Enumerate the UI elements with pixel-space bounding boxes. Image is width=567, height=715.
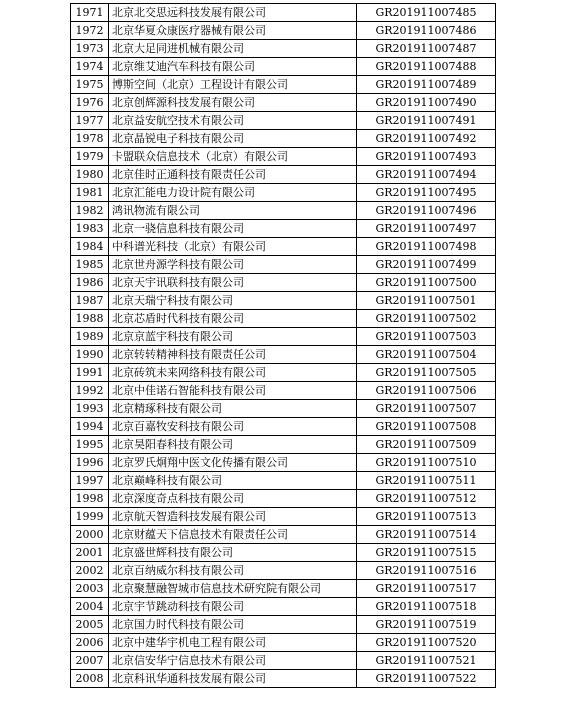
table-row <box>71 544 496 562</box>
certificate-number-cell: GR201911007508 <box>357 418 496 436</box>
certificate-number-cell: GR201911007515 <box>357 544 496 562</box>
table-row <box>71 454 496 472</box>
company-name-cell: 北京益安航空技术有限公司 <box>109 112 357 130</box>
table-row <box>71 292 496 310</box>
table-row <box>71 472 496 490</box>
company-name-cell: 北京罗氏炯翔中医文化传播有限公司 <box>109 454 357 472</box>
table-row <box>71 274 496 292</box>
row-number-cell: 2001 <box>71 544 109 562</box>
row-number-cell: 1985 <box>71 256 109 274</box>
certificate-number-cell: GR201911007491 <box>357 112 496 130</box>
certificate-number-cell: GR201911007516 <box>357 562 496 580</box>
table-row <box>71 616 496 634</box>
certificate-number-cell: GR201911007520 <box>357 634 496 652</box>
company-name-cell: 北京科讯华通科技发展有限公司 <box>109 670 357 688</box>
certificate-number-cell: GR201911007503 <box>357 328 496 346</box>
row-number-cell: 1999 <box>71 508 109 526</box>
row-number-cell: 1986 <box>71 274 109 292</box>
company-name-cell: 北京宇节跳动科技有限公司 <box>109 598 357 616</box>
certificate-number-cell: GR201911007489 <box>357 76 496 94</box>
table-row <box>71 436 496 454</box>
company-name-cell: 北京天宇讯联科技有限公司 <box>109 274 357 292</box>
row-number-cell: 2006 <box>71 634 109 652</box>
table-row <box>71 184 496 202</box>
row-number-cell: 1980 <box>71 166 109 184</box>
table-row <box>71 94 496 112</box>
table-body <box>71 4 496 688</box>
row-number-cell: 1997 <box>71 472 109 490</box>
company-name-cell: 北京中佳诺石智能科技有限公司 <box>109 382 357 400</box>
certificate-number-cell: GR201911007510 <box>357 454 496 472</box>
row-number-cell: 2005 <box>71 616 109 634</box>
company-name-cell: 北京百嘉牧安科技有限公司 <box>109 418 357 436</box>
table-row <box>71 364 496 382</box>
table-row <box>71 526 496 544</box>
table-row <box>71 166 496 184</box>
certificate-number-cell: GR201911007513 <box>357 508 496 526</box>
company-name-cell: 北京巅峰科技有限公司 <box>109 472 357 490</box>
certificate-number-cell: GR201911007487 <box>357 40 496 58</box>
row-number-cell: 1978 <box>71 130 109 148</box>
company-name-cell: 博斯空间（北京）工程设计有限公司 <box>109 76 357 94</box>
certificate-number-cell: GR201911007506 <box>357 382 496 400</box>
company-name-cell: 北京砖筑未来网络科技有限公司 <box>109 364 357 382</box>
row-number-cell: 1975 <box>71 76 109 94</box>
certificate-number-cell: GR201911007512 <box>357 490 496 508</box>
company-name-cell: 北京维艾迪汽车科技有限公司 <box>109 58 357 76</box>
row-number-cell: 1993 <box>71 400 109 418</box>
company-name-cell: 北京京蓝宇科技有限公司 <box>109 328 357 346</box>
company-name-cell: 北京芯盾时代科技有限公司 <box>109 310 357 328</box>
certificate-number-cell: GR201911007490 <box>357 94 496 112</box>
certificate-number-cell: GR201911007514 <box>357 526 496 544</box>
row-number-cell: 1972 <box>71 22 109 40</box>
certificate-number-cell: GR201911007518 <box>357 598 496 616</box>
company-name-cell: 卡盟联众信息技术（北京）有限公司 <box>109 148 357 166</box>
company-name-cell: 北京昊阳春科技有限公司 <box>109 436 357 454</box>
certificate-number-cell: GR201911007502 <box>357 310 496 328</box>
company-name-cell: 北京天瑞宁科技有限公司 <box>109 292 357 310</box>
row-number-cell: 1973 <box>71 40 109 58</box>
table-row <box>71 598 496 616</box>
certificate-number-cell: GR201911007499 <box>357 256 496 274</box>
table-row <box>71 58 496 76</box>
table-row <box>71 346 496 364</box>
row-number-cell: 2002 <box>71 562 109 580</box>
table-row <box>71 22 496 40</box>
table-row <box>71 202 496 220</box>
certificate-number-cell: GR201911007501 <box>357 292 496 310</box>
certificate-number-cell: GR201911007494 <box>357 166 496 184</box>
certificate-number-cell: GR201911007505 <box>357 364 496 382</box>
table-row <box>71 634 496 652</box>
certificate-number-cell: GR201911007517 <box>357 580 496 598</box>
company-name-cell: 北京深度奇点科技有限公司 <box>109 490 357 508</box>
row-number-cell: 2004 <box>71 598 109 616</box>
row-number-cell: 1981 <box>71 184 109 202</box>
company-name-cell: 中科谱光科技（北京）有限公司 <box>109 238 357 256</box>
row-number-cell: 2007 <box>71 652 109 670</box>
certificate-number-cell: GR201911007511 <box>357 472 496 490</box>
company-name-cell: 北京聚慧融智城市信息技术研究院有限公司 <box>109 580 357 598</box>
table-row <box>71 220 496 238</box>
table-row <box>71 40 496 58</box>
company-name-cell: 北京国力时代科技有限公司 <box>109 616 357 634</box>
table-row <box>71 580 496 598</box>
certificate-number-cell: GR201911007495 <box>357 184 496 202</box>
row-number-cell: 2008 <box>71 670 109 688</box>
table-row <box>71 508 496 526</box>
table-row <box>71 310 496 328</box>
table-row <box>71 418 496 436</box>
table-row <box>71 238 496 256</box>
row-number-cell: 1974 <box>71 58 109 76</box>
row-number-cell: 1979 <box>71 148 109 166</box>
row-number-cell: 1991 <box>71 364 109 382</box>
certificate-number-cell: GR201911007507 <box>357 400 496 418</box>
company-name-cell: 北京晶锐电子科技有限公司 <box>109 130 357 148</box>
table-row <box>71 652 496 670</box>
table-row <box>71 490 496 508</box>
certificate-table <box>70 3 496 688</box>
table-row <box>71 256 496 274</box>
company-name-cell: 北京百纳威尔科技有限公司 <box>109 562 357 580</box>
certificate-number-cell: GR201911007497 <box>357 220 496 238</box>
certificate-number-cell: GR201911007486 <box>357 22 496 40</box>
row-number-cell: 1994 <box>71 418 109 436</box>
company-name-cell: 北京转转精神科技有限责任公司 <box>109 346 357 364</box>
company-name-cell: 北京中建华宇机电工程有限公司 <box>109 634 357 652</box>
company-name-cell: 北京信安华宁信息技术有限公司 <box>109 652 357 670</box>
certificate-number-cell: GR201911007522 <box>357 670 496 688</box>
company-name-cell: 北京大足同进机械有限公司 <box>109 40 357 58</box>
row-number-cell: 1998 <box>71 490 109 508</box>
row-number-cell: 1971 <box>71 4 109 22</box>
table-row <box>71 112 496 130</box>
table-row <box>71 382 496 400</box>
company-name-cell: 北京佳时正通科技有限责任公司 <box>109 166 357 184</box>
certificate-number-cell: GR201911007521 <box>357 652 496 670</box>
certificate-number-cell: GR201911007498 <box>357 238 496 256</box>
certificate-number-cell: GR201911007496 <box>357 202 496 220</box>
certificate-number-cell: GR201911007488 <box>357 58 496 76</box>
certificate-number-cell: GR201911007519 <box>357 616 496 634</box>
company-name-cell: 北京世舟源学科技有限公司 <box>109 256 357 274</box>
company-name-cell: 北京汇能电力设计院有限公司 <box>109 184 357 202</box>
row-number-cell: 2003 <box>71 580 109 598</box>
row-number-cell: 1977 <box>71 112 109 130</box>
table-row <box>71 670 496 688</box>
row-number-cell: 1996 <box>71 454 109 472</box>
certificate-number-cell: GR201911007493 <box>357 148 496 166</box>
table-row <box>71 148 496 166</box>
row-number-cell: 1988 <box>71 310 109 328</box>
company-name-cell: 北京一骁信息科技有限公司 <box>109 220 357 238</box>
company-name-cell: 北京盛世辉科技有限公司 <box>109 544 357 562</box>
row-number-cell: 1976 <box>71 94 109 112</box>
company-name-cell: 北京精琢科技有限公司 <box>109 400 357 418</box>
certificate-number-cell: GR201911007509 <box>357 436 496 454</box>
table-row <box>71 328 496 346</box>
table-row <box>71 130 496 148</box>
table-row <box>71 76 496 94</box>
company-name-cell: 北京华夏众康医疗器械有限公司 <box>109 22 357 40</box>
row-number-cell: 1989 <box>71 328 109 346</box>
row-number-cell: 1995 <box>71 436 109 454</box>
company-name-cell: 北京财蕴天下信息技术有限责任公司 <box>109 526 357 544</box>
company-name-cell: 北京航天智造科技发展有限公司 <box>109 508 357 526</box>
row-number-cell: 1984 <box>71 238 109 256</box>
certificate-number-cell: GR201911007500 <box>357 274 496 292</box>
row-number-cell: 1982 <box>71 202 109 220</box>
company-name-cell: 北京北交思远科技发展有限公司 <box>109 4 357 22</box>
certificate-number-cell: GR201911007492 <box>357 130 496 148</box>
company-name-cell: 北京创辉源科技发展有限公司 <box>109 94 357 112</box>
table-row <box>71 562 496 580</box>
row-number-cell: 1992 <box>71 382 109 400</box>
table-row <box>71 400 496 418</box>
row-number-cell: 1990 <box>71 346 109 364</box>
table-row <box>71 4 496 22</box>
row-number-cell: 1987 <box>71 292 109 310</box>
certificate-number-cell: GR201911007485 <box>357 4 496 22</box>
company-name-cell: 鸿讯物流有限公司 <box>109 202 357 220</box>
row-number-cell: 1983 <box>71 220 109 238</box>
certificate-number-cell: GR201911007504 <box>357 346 496 364</box>
row-number-cell: 2000 <box>71 526 109 544</box>
